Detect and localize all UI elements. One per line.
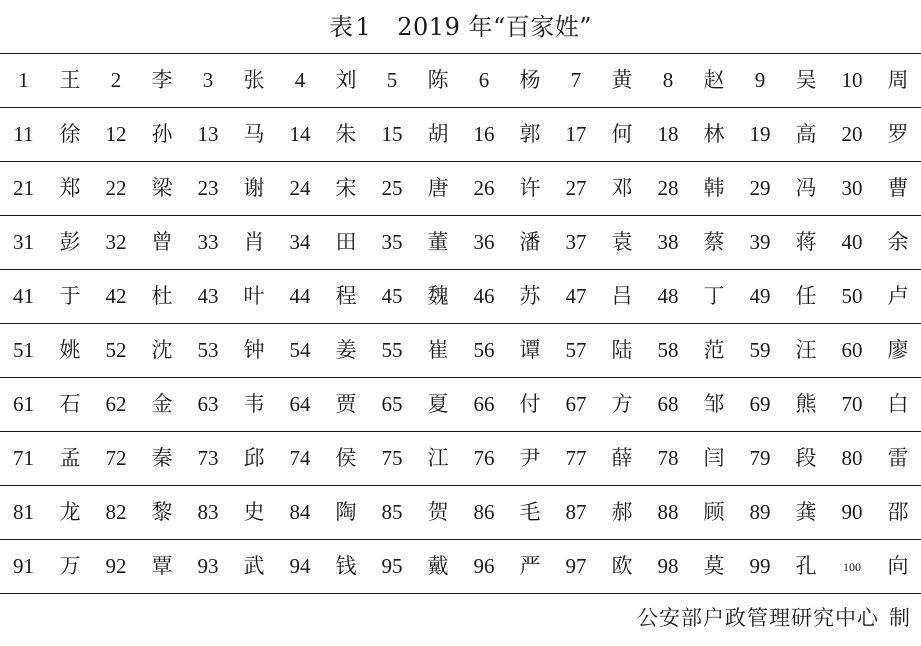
- rank-number: 14: [277, 108, 323, 162]
- rank-number: 44: [277, 270, 323, 324]
- rank-number: 37: [553, 216, 599, 270]
- rank-number: 54: [277, 324, 323, 378]
- surname-cell: 廖: [875, 324, 921, 378]
- surname-cell: 宋: [323, 162, 369, 216]
- rank-number: 35: [369, 216, 415, 270]
- rank-number: 71: [0, 432, 47, 486]
- table-row: [0, 486, 921, 540]
- rank-number: 36: [461, 216, 507, 270]
- rank-number: 74: [277, 432, 323, 486]
- rank-number: 4: [294, 68, 306, 92]
- rank-number: 19: [737, 108, 783, 162]
- rank-number: 9: [754, 68, 766, 92]
- table-row: [0, 378, 921, 432]
- rank-number: 30: [829, 162, 875, 216]
- rank-number: 60: [829, 324, 875, 378]
- surname-cell: 梁: [139, 162, 185, 216]
- surname-cell: 郝: [599, 486, 645, 540]
- rank-number: 63: [185, 378, 231, 432]
- table-row: [0, 432, 921, 486]
- surname-cell: 孙: [139, 108, 185, 162]
- rank-number: 16: [461, 108, 507, 162]
- surname-cell: 袁: [599, 216, 645, 270]
- rank-number: 24: [277, 162, 323, 216]
- rank-number: 28: [645, 162, 691, 216]
- surname-cell: 田: [323, 216, 369, 270]
- rank-number: 78: [645, 432, 691, 486]
- rank-number: 66: [461, 378, 507, 432]
- title-text: 2019 年“百家姓”: [397, 13, 593, 41]
- surname-cell: 邵: [875, 486, 921, 540]
- surname-cell: 黎: [139, 486, 185, 540]
- surname-cell: 罗: [875, 108, 921, 162]
- surname-cell: 李: [151, 68, 173, 92]
- rank-number: 93: [185, 540, 231, 594]
- surname-cell: 许: [507, 162, 553, 216]
- table-row: [0, 540, 921, 594]
- surname-cell: 贺: [415, 486, 461, 540]
- surname-cell: 刘: [335, 68, 357, 92]
- surname-cell: 崔: [415, 324, 461, 378]
- surname-cell: 苏: [507, 270, 553, 324]
- surname-cell: 方: [599, 378, 645, 432]
- rank-number: 48: [645, 270, 691, 324]
- surname-cell: 吕: [599, 270, 645, 324]
- surname-cell: 姜: [323, 324, 369, 378]
- rank-number: 70: [829, 378, 875, 432]
- surname-cell: 陆: [599, 324, 645, 378]
- rank-number: 2: [110, 68, 122, 92]
- rank-number: 76: [461, 432, 507, 486]
- table-row: [0, 108, 921, 162]
- surname-cell: 曹: [875, 162, 921, 216]
- rank-number: 64: [277, 378, 323, 432]
- rank-number: 65: [369, 378, 415, 432]
- rank-number: 97: [553, 540, 599, 594]
- rank-number: 51: [0, 324, 47, 378]
- rank-number: 7: [570, 68, 582, 92]
- surname-cell: 程: [323, 270, 369, 324]
- rank-number: 98: [645, 540, 691, 594]
- surname-cell: 莫: [691, 540, 737, 594]
- surname-cell: 覃: [139, 540, 185, 594]
- rank-number: 32: [93, 216, 139, 270]
- rank-number: 90: [829, 486, 875, 540]
- surname-cell: 汪: [783, 324, 829, 378]
- rank-number: 58: [645, 324, 691, 378]
- rank-number: 79: [737, 432, 783, 486]
- rank-number: 50: [829, 270, 875, 324]
- rank-number: 25: [369, 162, 415, 216]
- rank-number: 5: [386, 68, 398, 92]
- surname-cell: 赵: [703, 68, 725, 92]
- surname-cell: 夏: [415, 378, 461, 432]
- surname-cell: 尹: [507, 432, 553, 486]
- rank-number: 95: [369, 540, 415, 594]
- surname-cell: 毛: [507, 486, 553, 540]
- rank-number: 91: [0, 540, 47, 594]
- table-row: [0, 270, 921, 324]
- surname-cell: 石: [47, 378, 93, 432]
- rank-number: 13: [185, 108, 231, 162]
- rank-number: 86: [461, 486, 507, 540]
- surname-cell: 周: [887, 68, 909, 92]
- rank-number: 83: [185, 486, 231, 540]
- surname-cell: 唐: [415, 162, 461, 216]
- surname-cell: 白: [875, 378, 921, 432]
- surname-table-body: [0, 54, 921, 594]
- surname-cell: 沈: [139, 324, 185, 378]
- rank-number: 22: [93, 162, 139, 216]
- surname-cell: 付: [507, 378, 553, 432]
- surname-cell: 马: [231, 108, 277, 162]
- surname-cell: 张: [243, 68, 265, 92]
- surname-cell: 于: [47, 270, 93, 324]
- surname-cell: 侯: [323, 432, 369, 486]
- table-label: 表: [328, 13, 354, 41]
- surname-cell: 丁: [691, 270, 737, 324]
- rank-number: 73: [185, 432, 231, 486]
- rank-number: 40: [829, 216, 875, 270]
- rank-number: 33: [185, 216, 231, 270]
- rank-number: 47: [553, 270, 599, 324]
- surname-cell: 孔: [783, 540, 829, 594]
- surname-cell: 韩: [691, 162, 737, 216]
- surname-table: [0, 53, 921, 594]
- surname-cell: 朱: [323, 108, 369, 162]
- surname-cell: 曾: [139, 216, 185, 270]
- surname-cell: 邹: [691, 378, 737, 432]
- rank-number: 21: [0, 162, 47, 216]
- rank-number: 3: [202, 68, 214, 92]
- rank-number: 85: [369, 486, 415, 540]
- rank-number: 27: [553, 162, 599, 216]
- surname-cell: 戴: [415, 540, 461, 594]
- table-row: [0, 216, 921, 270]
- rank-number: 88: [645, 486, 691, 540]
- surname-cell: 孟: [47, 432, 93, 486]
- rank-number: 23: [185, 162, 231, 216]
- surname-cell: 肖: [231, 216, 277, 270]
- surname-cell: 武: [231, 540, 277, 594]
- rank-number: 42: [93, 270, 139, 324]
- surname-cell: 郭: [507, 108, 553, 162]
- surname-cell: 龚: [783, 486, 829, 540]
- rank-number: 80: [829, 432, 875, 486]
- rank-number: 61: [0, 378, 47, 432]
- rank-number: 100: [829, 540, 875, 594]
- surname-cell: 黄: [611, 68, 633, 92]
- surname-cell: 钱: [323, 540, 369, 594]
- surname-cell: 杨: [519, 68, 541, 92]
- rank-number: 29: [737, 162, 783, 216]
- surname-cell: 史: [231, 486, 277, 540]
- surname-cell: 薛: [599, 432, 645, 486]
- surname-cell: 高: [783, 108, 829, 162]
- surname-cell: 彭: [47, 216, 93, 270]
- table-row: [0, 162, 921, 216]
- surname-cell: 欧: [599, 540, 645, 594]
- rank-number: 92: [93, 540, 139, 594]
- rank-number: 52: [93, 324, 139, 378]
- rank-number: 62: [93, 378, 139, 432]
- surname-cell: 杜: [139, 270, 185, 324]
- rank-number: 49: [737, 270, 783, 324]
- table-number: 1: [355, 13, 372, 41]
- surname-cell: 吴: [795, 68, 817, 92]
- surname-cell: 徐: [47, 108, 93, 162]
- rank-number: 46: [461, 270, 507, 324]
- surname-cell: 万: [47, 540, 93, 594]
- rank-number: 31: [0, 216, 47, 270]
- rank-number: 1: [18, 68, 29, 92]
- rank-number: 56: [461, 324, 507, 378]
- surname-cell: 秦: [139, 432, 185, 486]
- surname-cell: 雷: [875, 432, 921, 486]
- surname-cell: 胡: [415, 108, 461, 162]
- surname-cell: 魏: [415, 270, 461, 324]
- surname-cell: 邓: [599, 162, 645, 216]
- rank-number: 26: [461, 162, 507, 216]
- table-row: [0, 54, 921, 108]
- surname-cell: 范: [691, 324, 737, 378]
- rank-number: 17: [553, 108, 599, 162]
- surname-cell: 邱: [231, 432, 277, 486]
- rank-number: 8: [662, 68, 674, 92]
- surname-cell: 严: [507, 540, 553, 594]
- surname-cell: 谢: [231, 162, 277, 216]
- rank-number: 94: [277, 540, 323, 594]
- rank-number: 81: [0, 486, 47, 540]
- rank-number: 20: [829, 108, 875, 162]
- surname-cell: 王: [59, 68, 81, 92]
- rank-number: 89: [737, 486, 783, 540]
- surname-cell: 陈: [427, 68, 449, 92]
- rank-number: 57: [553, 324, 599, 378]
- surname-cell: 蒋: [783, 216, 829, 270]
- rank-number: 34: [277, 216, 323, 270]
- rank-number: 43: [185, 270, 231, 324]
- source-credit: [637, 601, 911, 635]
- surname-cell: 顾: [691, 486, 737, 540]
- surname-cell: 金: [139, 378, 185, 432]
- surname-cell: 陶: [323, 486, 369, 540]
- surname-cell: 姚: [47, 324, 93, 378]
- surname-cell: 叶: [231, 270, 277, 324]
- rank-number: 82: [93, 486, 139, 540]
- rank-number: 69: [737, 378, 783, 432]
- rank-number: 39: [737, 216, 783, 270]
- rank-number: 15: [369, 108, 415, 162]
- surname-cell: 林: [691, 108, 737, 162]
- surname-cell: 卢: [875, 270, 921, 324]
- source-org: 公安部户政管理研究中心: [637, 606, 879, 630]
- rank-number: 87: [553, 486, 599, 540]
- table-row: [0, 324, 921, 378]
- surname-cell: 谭: [507, 324, 553, 378]
- surname-cell: 贾: [323, 378, 369, 432]
- rank-number: 77: [553, 432, 599, 486]
- rank-number: 18: [645, 108, 691, 162]
- surname-cell: 闫: [691, 432, 737, 486]
- rank-number: 41: [0, 270, 47, 324]
- rank-number: 96: [461, 540, 507, 594]
- table-title: [0, 10, 921, 44]
- surname-cell: 冯: [783, 162, 829, 216]
- rank-number: 45: [369, 270, 415, 324]
- surname-cell: 何: [599, 108, 645, 162]
- surname-cell: 郑: [47, 162, 93, 216]
- surname-cell: 钟: [231, 324, 277, 378]
- rank-number: 84: [277, 486, 323, 540]
- surname-cell: 龙: [47, 486, 93, 540]
- rank-number: 59: [737, 324, 783, 378]
- surname-cell: 任: [783, 270, 829, 324]
- surname-cell: 余: [875, 216, 921, 270]
- surname-cell: 熊: [783, 378, 829, 432]
- rank-number: 68: [645, 378, 691, 432]
- surname-cell: 董: [415, 216, 461, 270]
- rank-number: 53: [185, 324, 231, 378]
- surname-cell: 江: [415, 432, 461, 486]
- rank-number: 12: [93, 108, 139, 162]
- surname-cell: 向: [875, 540, 921, 594]
- rank-number: 75: [369, 432, 415, 486]
- surname-cell: 蔡: [691, 216, 737, 270]
- rank-number: 11: [0, 108, 47, 162]
- rank-number: 55: [369, 324, 415, 378]
- rank-number: 10: [841, 68, 863, 92]
- rank-number: 6: [478, 68, 490, 92]
- rank-number: 99: [737, 540, 783, 594]
- surname-cell: 潘: [507, 216, 553, 270]
- source-suffix: 制: [889, 606, 911, 630]
- rank-number: 67: [553, 378, 599, 432]
- surname-cell: 韦: [231, 378, 277, 432]
- rank-number: 72: [93, 432, 139, 486]
- surname-cell: 段: [783, 432, 829, 486]
- rank-number: 38: [645, 216, 691, 270]
